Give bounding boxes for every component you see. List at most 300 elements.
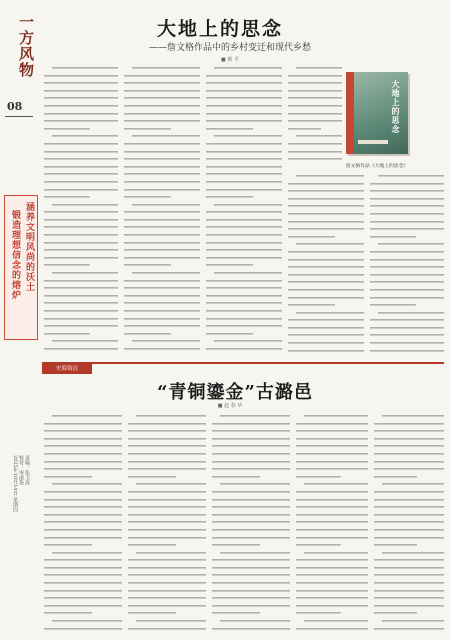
text-line — [370, 294, 444, 302]
text-line — [124, 277, 200, 285]
article1-body-col4b — [288, 172, 364, 359]
text-line — [296, 427, 368, 435]
text-line — [288, 294, 364, 302]
text-line — [374, 617, 444, 625]
text-line — [288, 72, 342, 80]
text-line — [44, 503, 122, 511]
text-line — [128, 420, 206, 428]
article1-subtitle: ——詹文格作品中的乡村变迁和现代乡愁 — [148, 43, 311, 53]
text-line — [296, 534, 368, 542]
article2-body-col2 — [128, 412, 206, 634]
text-line — [296, 473, 368, 481]
text-line — [44, 511, 122, 519]
text-line — [124, 193, 200, 201]
text-line — [370, 210, 444, 218]
text-line — [296, 571, 368, 579]
text-line — [296, 541, 368, 549]
text-line — [374, 427, 444, 435]
text-line — [374, 458, 444, 466]
text-line — [374, 602, 444, 610]
text-line — [128, 503, 206, 511]
article2-body-col5 — [374, 412, 444, 634]
text-line — [374, 420, 444, 428]
text-line — [44, 345, 118, 353]
text-line — [44, 102, 118, 110]
article1-byline: ■ 蔡 平 — [221, 57, 239, 63]
text-line — [124, 292, 200, 300]
text-line — [288, 87, 342, 95]
text-line — [124, 315, 200, 323]
text-line — [44, 315, 118, 323]
text-line — [370, 309, 444, 317]
text-line — [212, 420, 290, 428]
text-line — [370, 286, 444, 294]
text-line — [288, 278, 364, 286]
text-line — [128, 571, 206, 579]
text-line — [44, 322, 118, 330]
text-line — [44, 193, 118, 201]
text-line — [124, 330, 200, 338]
text-line — [288, 195, 364, 203]
text-line — [212, 617, 290, 625]
text-line — [44, 458, 122, 466]
text-line — [206, 307, 282, 315]
text-line — [288, 347, 364, 355]
text-line — [288, 316, 364, 324]
text-line — [124, 72, 200, 80]
text-line — [206, 132, 282, 140]
text-line — [44, 473, 122, 481]
text-line — [128, 534, 206, 542]
text-line — [124, 64, 200, 72]
text-line — [44, 465, 122, 473]
text-line — [44, 163, 118, 171]
text-line — [124, 216, 200, 224]
text-line — [374, 480, 444, 488]
article2-title: “青铜鎏金”古潞邑 — [157, 382, 313, 403]
text-line — [44, 541, 122, 549]
text-line — [206, 201, 282, 209]
text-line — [44, 337, 118, 345]
text-line — [44, 284, 118, 292]
text-line — [128, 496, 206, 504]
text-line — [296, 450, 368, 458]
text-line — [124, 163, 200, 171]
text-line — [288, 140, 342, 148]
text-line — [212, 534, 290, 542]
text-line — [296, 564, 368, 572]
text-line — [374, 556, 444, 564]
text-line — [374, 450, 444, 458]
text-line — [288, 110, 342, 118]
text-line — [206, 148, 282, 156]
text-line — [124, 117, 200, 125]
text-line — [212, 602, 290, 610]
column-tag: 史海钩沉 — [42, 364, 92, 374]
text-line — [124, 79, 200, 87]
text-line — [206, 79, 282, 87]
text-line — [44, 110, 118, 118]
text-line — [128, 609, 206, 617]
text-line — [44, 609, 122, 617]
text-line — [124, 239, 200, 247]
text-line — [44, 534, 122, 542]
text-line — [44, 208, 118, 216]
text-line — [44, 292, 118, 300]
text-line — [44, 231, 118, 239]
text-line — [44, 579, 122, 587]
text-line — [206, 330, 282, 338]
text-line — [212, 518, 290, 526]
text-line — [370, 271, 444, 279]
meta-proofreader: 校对：岑淑艳 — [18, 455, 24, 485]
text-line — [206, 315, 282, 323]
text-line — [44, 427, 122, 435]
text-line — [370, 324, 444, 332]
book-cover-title: 大地上的思念 — [391, 80, 401, 134]
text-line — [128, 458, 206, 466]
text-line — [128, 488, 206, 496]
text-line — [44, 178, 118, 186]
text-line — [288, 301, 364, 309]
text-line — [128, 518, 206, 526]
text-line — [370, 347, 444, 355]
text-line — [296, 458, 368, 466]
text-line — [128, 442, 206, 450]
text-line — [370, 263, 444, 271]
text-line — [206, 102, 282, 110]
text-line — [44, 261, 118, 269]
text-line — [296, 617, 368, 625]
text-line — [44, 64, 118, 72]
text-line — [288, 125, 342, 133]
text-line — [374, 549, 444, 557]
text-line — [128, 412, 206, 420]
text-line — [296, 609, 368, 617]
text-line — [212, 594, 290, 602]
text-line — [288, 172, 364, 180]
text-line — [124, 155, 200, 163]
text-line — [206, 246, 282, 254]
text-line — [124, 299, 200, 307]
slogan-box — [4, 195, 38, 340]
text-line — [296, 556, 368, 564]
text-line — [296, 442, 368, 450]
article2-body-col4 — [296, 412, 368, 634]
text-line — [44, 254, 118, 262]
text-line — [206, 163, 282, 171]
text-line — [370, 301, 444, 309]
text-line — [374, 412, 444, 420]
text-line — [206, 231, 282, 239]
text-line — [206, 87, 282, 95]
text-line — [44, 526, 122, 534]
text-line — [370, 240, 444, 248]
text-line — [374, 579, 444, 587]
text-line — [44, 412, 122, 420]
text-line — [374, 503, 444, 511]
text-line — [296, 480, 368, 488]
text-line — [44, 132, 118, 140]
text-line — [128, 556, 206, 564]
text-line — [212, 541, 290, 549]
text-line — [128, 473, 206, 481]
text-line — [206, 292, 282, 300]
text-line — [44, 269, 118, 277]
text-line — [44, 625, 122, 633]
text-line — [374, 625, 444, 633]
text-line — [374, 435, 444, 443]
text-line — [206, 94, 282, 102]
text-line — [296, 496, 368, 504]
text-line — [212, 579, 290, 587]
text-line — [44, 617, 122, 625]
text-line — [206, 140, 282, 148]
text-line — [288, 233, 364, 241]
article1-body-col1 — [44, 64, 118, 359]
text-line — [128, 564, 206, 572]
text-line — [44, 420, 122, 428]
text-line — [288, 225, 364, 233]
text-line — [288, 64, 342, 72]
text-line — [296, 435, 368, 443]
text-line — [288, 202, 364, 210]
text-line — [44, 496, 122, 504]
text-line — [370, 339, 444, 347]
book-cover-image — [346, 72, 408, 154]
text-line — [212, 435, 290, 443]
text-line — [374, 488, 444, 496]
text-line — [124, 140, 200, 148]
text-line — [288, 117, 342, 125]
text-line — [44, 571, 122, 579]
text-line — [44, 94, 118, 102]
text-line — [296, 625, 368, 633]
text-line — [206, 64, 282, 72]
text-line — [206, 223, 282, 231]
text-line — [288, 148, 342, 156]
text-line — [124, 186, 200, 194]
text-line — [288, 187, 364, 195]
text-line — [44, 79, 118, 87]
text-line — [370, 233, 444, 241]
text-line — [128, 450, 206, 458]
text-line — [374, 511, 444, 519]
text-line — [370, 172, 444, 180]
text-line — [128, 587, 206, 595]
text-line — [296, 602, 368, 610]
text-line — [206, 299, 282, 307]
text-line — [212, 442, 290, 450]
left-rail — [0, 0, 40, 640]
text-line — [212, 511, 290, 519]
text-line — [128, 579, 206, 587]
article1-body-col3 — [206, 64, 282, 359]
text-line — [370, 195, 444, 203]
text-line — [374, 496, 444, 504]
text-line — [124, 223, 200, 231]
text-line — [374, 526, 444, 534]
text-line — [288, 94, 342, 102]
text-line — [128, 625, 206, 633]
text-line — [128, 427, 206, 435]
text-line — [206, 277, 282, 285]
text-line — [374, 609, 444, 617]
page-number: 08 — [7, 100, 23, 113]
text-line — [128, 602, 206, 610]
text-line — [288, 286, 364, 294]
text-line — [212, 458, 290, 466]
text-line — [296, 420, 368, 428]
text-line — [44, 148, 118, 156]
text-line — [374, 534, 444, 542]
text-line — [124, 322, 200, 330]
text-line — [44, 216, 118, 224]
text-line — [124, 94, 200, 102]
meta-editor: 责编：张卫涛 — [24, 455, 30, 485]
text-line — [128, 511, 206, 519]
text-line — [206, 254, 282, 262]
text-line — [212, 503, 290, 511]
text-line — [124, 170, 200, 178]
text-line — [370, 225, 444, 233]
text-line — [370, 316, 444, 324]
text-line — [44, 239, 118, 247]
text-line — [206, 345, 282, 353]
text-line — [370, 331, 444, 339]
book-band — [358, 140, 388, 144]
article2-body-col1 — [44, 412, 122, 634]
text-line — [206, 337, 282, 345]
text-line — [296, 587, 368, 595]
text-line — [370, 256, 444, 264]
text-line — [128, 617, 206, 625]
text-line — [44, 435, 122, 443]
article1-body-col4 — [288, 64, 342, 164]
text-line — [212, 625, 290, 633]
text-line — [44, 223, 118, 231]
text-line — [370, 202, 444, 210]
text-line — [124, 201, 200, 209]
article1-body-col2 — [124, 64, 200, 359]
text-line — [206, 155, 282, 163]
text-line — [128, 549, 206, 557]
text-line — [370, 248, 444, 256]
text-line — [44, 140, 118, 148]
text-line — [206, 322, 282, 330]
section-divider — [42, 362, 444, 364]
text-line — [370, 187, 444, 195]
text-line — [124, 148, 200, 156]
text-line — [206, 117, 282, 125]
text-line — [124, 132, 200, 140]
text-line — [374, 571, 444, 579]
text-line — [212, 488, 290, 496]
text-line — [212, 571, 290, 579]
text-line — [124, 110, 200, 118]
section-title: 一方风物 — [17, 14, 35, 78]
text-line — [288, 218, 364, 226]
text-line — [206, 261, 282, 269]
text-line — [212, 496, 290, 504]
text-line — [44, 549, 122, 557]
text-line — [124, 284, 200, 292]
text-line — [128, 480, 206, 488]
text-line — [44, 299, 118, 307]
text-line — [206, 72, 282, 80]
slogan-right: 涵养文明风尚的沃土 — [24, 202, 34, 292]
text-line — [44, 602, 122, 610]
text-line — [296, 518, 368, 526]
text-line — [374, 473, 444, 481]
text-line — [296, 511, 368, 519]
text-line — [288, 210, 364, 218]
text-line — [124, 125, 200, 133]
text-line — [288, 324, 364, 332]
text-line — [44, 518, 122, 526]
text-line — [44, 201, 118, 209]
text-line — [206, 216, 282, 224]
text-line — [296, 488, 368, 496]
text-line — [124, 337, 200, 345]
text-line — [288, 79, 342, 87]
text-line — [44, 72, 118, 80]
text-line — [206, 284, 282, 292]
text-line — [128, 526, 206, 534]
text-line — [296, 412, 368, 420]
text-line — [44, 330, 118, 338]
text-line — [206, 170, 282, 178]
text-line — [212, 450, 290, 458]
text-line — [124, 254, 200, 262]
text-line — [44, 246, 118, 254]
text-line — [212, 587, 290, 595]
text-line — [296, 503, 368, 511]
article2-body-col3 — [212, 412, 290, 634]
text-line — [44, 587, 122, 595]
text-line — [206, 178, 282, 186]
text-line — [44, 442, 122, 450]
text-line — [44, 170, 118, 178]
text-line — [288, 339, 364, 347]
article2-byline: ■ 赵 春 华 — [217, 403, 243, 409]
text-line — [206, 269, 282, 277]
text-line — [374, 465, 444, 473]
article1-body-col5 — [370, 172, 444, 359]
text-line — [124, 307, 200, 315]
text-line — [374, 541, 444, 549]
text-line — [374, 594, 444, 602]
text-line — [206, 110, 282, 118]
text-line — [212, 480, 290, 488]
text-line — [288, 240, 364, 248]
text-line — [370, 218, 444, 226]
text-line — [206, 125, 282, 133]
text-line — [212, 609, 290, 617]
text-line — [44, 307, 118, 315]
text-line — [212, 473, 290, 481]
text-line — [44, 277, 118, 285]
text-line — [296, 594, 368, 602]
text-line — [124, 231, 200, 239]
text-line — [124, 261, 200, 269]
text-line — [212, 465, 290, 473]
text-line — [44, 155, 118, 163]
text-line — [374, 518, 444, 526]
text-line — [288, 180, 364, 188]
text-line — [124, 208, 200, 216]
text-line — [44, 480, 122, 488]
